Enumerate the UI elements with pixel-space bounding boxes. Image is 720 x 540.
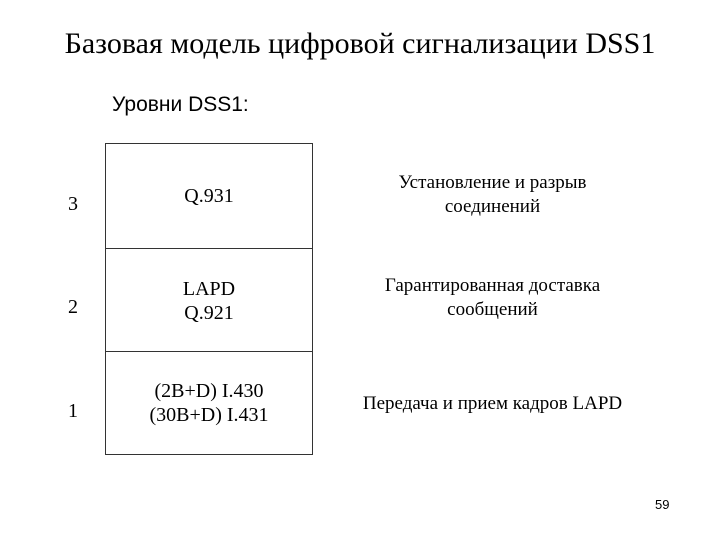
protocol-label: (30B+D) I.431	[149, 404, 269, 426]
description-line: сообщений	[447, 299, 538, 320]
description-line: соединений	[444, 196, 541, 217]
level-number-3: 3	[68, 193, 78, 215]
level-number-2: 2	[68, 296, 78, 318]
protocol-label: (2B+D) I.430	[154, 380, 264, 402]
level-number-1: 1	[68, 400, 78, 422]
protocol-label: Q.921	[184, 301, 234, 324]
stack-cell-level-2	[106, 248, 312, 352]
level-1-description	[320, 392, 665, 416]
stack-cell-level-1	[106, 351, 312, 454]
description-line: Передача и прием кадров LAPD	[362, 393, 623, 414]
description-line: Установление и разрыв	[398, 172, 587, 193]
level-3-description	[320, 171, 665, 219]
protocol-stack	[105, 143, 313, 455]
protocol-label: LAPD	[182, 277, 236, 300]
level-2-description	[320, 274, 665, 322]
slide-title: Базовая модель цифровой сигнализации DSS1	[64, 27, 656, 60]
page-number: 59	[655, 497, 670, 512]
description-line: Гарантированная доставка	[384, 275, 601, 296]
stack-cell-level-3	[106, 144, 312, 248]
levels-heading: Уровни DSS1:	[112, 93, 249, 116]
protocol-label: Q.931	[184, 185, 234, 207]
